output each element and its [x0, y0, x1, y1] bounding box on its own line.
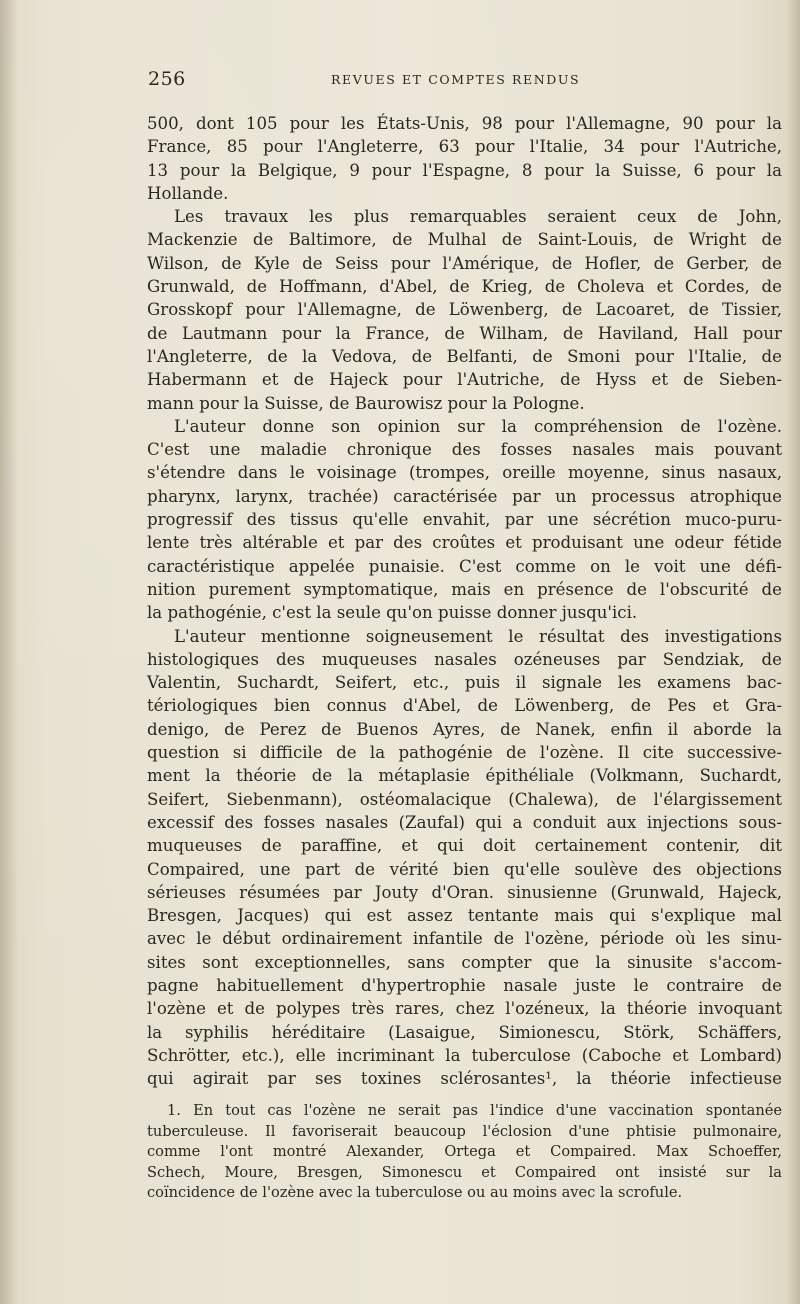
text-line: qui agirait par ses toxines sclérosantes¹, la théorie infectieuse [147, 1069, 782, 1089]
text-line: l'Angleterre, de la Vedova, de Belfanti, de Smoni pour l'Italie, de [147, 346, 782, 366]
text-line: Grosskopf pour l'Allemagne, de Löwenberg, de Lacoaret, de Tissier, [147, 300, 782, 320]
page-header [148, 68, 784, 94]
footnote-line: 1. En tout cas l'ozène ne serait pas l'indice d'une vaccination spontanée [167, 1102, 782, 1119]
text-line: L'auteur mentionne soigneusement le résultat des investigations [174, 626, 782, 646]
text-line: Valentin, Suchardt, Seifert, etc., puis il signale les examens bac- [147, 673, 782, 693]
text-line: 500, dont 105 pour les États-Unis, 98 pour l'Allemagne, 90 pour la [147, 114, 782, 133]
text-line: 13 pour la Belgique, 9 pour l'Espagne, 8 pour la Suisse, 6 pour la [147, 160, 782, 180]
footnote-line: coïncidence de l'ozène avec la tuberculose ou au moins avec la scrofule. [147, 1184, 683, 1202]
footnote-line: comme l'ont montré Alexander, Ortega et Compaired. Max Schoeffer, [147, 1143, 782, 1161]
text-line: France, 85 pour l'Angleterre, 63 pour l'Italie, 34 pour l'Autriche, [147, 137, 782, 157]
text-line: sites sont exceptionnelles, sans compter que la sinusite s'accom- [147, 952, 782, 972]
text-line: ment la théorie de la métaplasie épithéliale (Volkmann, Suchardt, [147, 766, 782, 786]
text-line: caractéristique appelée punaisie. C'est comme on le voit une défi- [147, 556, 782, 576]
text-line: la syphilis héréditaire (Lasaigue, Simionescu, Störk, Schäffers, [147, 1022, 782, 1042]
text-line: Hollande. [147, 183, 229, 203]
text-line: question si difficile de la pathogénie de l'ozène. Il cite successive- [147, 743, 782, 763]
footnote-line: tuberculeuse. Il favoriserait beaucoup l'éclosion d'une phtisie pulmonaire, [147, 1122, 782, 1140]
text-line: Les travaux les plus remarquables seraient ceux de John, [174, 207, 782, 227]
running-title: REVUES ET COMPTES RENDUS [331, 72, 581, 87]
text-line: Seifert, Siebenmann), ostéomalacique (Chalewa), de l'élargissement [147, 789, 782, 809]
text-line: avec le début ordinairement infantile de l'ozène, période où les sinu- [147, 929, 782, 949]
text-line: L'auteur donne son opinion sur la compréhension de l'ozène. [174, 416, 782, 436]
body-text [147, 112, 782, 1090]
text-line: mann pour la Suisse, de Baurowisz pour la Pologne. [147, 393, 585, 413]
page-edge-shadow-left [0, 0, 18, 1304]
text-line: lente très altérable et par des croûtes et produisant une odeur fétide [147, 533, 782, 553]
text-line: tériologiques bien connus d'Abel, de Löwenberg, de Pes et Gra- [147, 696, 782, 716]
text-line: histologiques des muqueuses nasales ozéneuses par Sendziak, de [147, 649, 782, 669]
text-line: nition purement symptomatique, mais en présence de l'obscurité de [147, 579, 782, 599]
text-line: Wilson, de Kyle de Seiss pour l'Amérique, de Hofler, de Gerber, de [147, 253, 782, 273]
text-line: denigo, de Perez de Buenos Ayres, de Nanek, enfin il aborde la [147, 719, 782, 739]
text-line: la pathogénie, c'est la seule qu'on puisse donner jusqu'ici. [147, 603, 638, 623]
text-line: pharynx, larynx, trachée) caractérisée par un processus atrophique [147, 486, 782, 506]
text-line: s'étendre dans le voisinage (trompes, oreille moyenne, sinus nasaux, [147, 463, 782, 483]
text-line: Compaired, une part de vérité bien qu'elle soulève des objections [147, 859, 782, 879]
text-line: Schrötter, etc.), elle incriminant la tuberculose (Caboche et Lombard) [147, 1045, 782, 1065]
text-line: progressif des tissus qu'elle envahit, par une sécrétion muco-puru- [147, 510, 782, 530]
text-line: Grunwald, de Hoffmann, d'Abel, de Krieg, de Choleva et Cordes, de [147, 277, 782, 297]
page-edge-shadow-right [786, 0, 800, 1304]
text-line: C'est une maladie chronique des fosses nasales mais pouvant [147, 440, 782, 460]
text-line: excessif des fosses nasales (Zaufal) qui a conduit aux injections sous- [147, 812, 782, 832]
page-number: 256 [148, 68, 186, 90]
text-line: pagne habituellement d'hypertrophie nasale juste le contraire de [147, 975, 782, 995]
footnotes [147, 1101, 782, 1204]
text-line: l'ozène et de polypes très rares, chez l'ozéneux, la théorie invoquant [147, 999, 782, 1019]
text-line: Mackenzie de Baltimore, de Mulhal de Saint-Louis, de Wright de [147, 230, 782, 250]
text-line: muqueuses de paraffine, et qui doit certainement contenir, dit [147, 836, 782, 856]
text-line: Habermann et de Hajeck pour l'Autriche, de Hyss et de Sieben- [147, 370, 782, 390]
text-line: sérieuses résumées par Jouty d'Oran. sinusienne (Grunwald, Hajeck, [147, 882, 782, 902]
text-line: de Lautmann pour la France, de Wilham, de Haviland, Hall pour [147, 323, 782, 343]
footnote-line: Schech, Moure, Bresgen, Simonescu et Compaired ont insisté sur la [147, 1163, 782, 1181]
text-line: Bresgen, Jacques) qui est assez tentante mais qui s'explique mal [147, 906, 782, 926]
